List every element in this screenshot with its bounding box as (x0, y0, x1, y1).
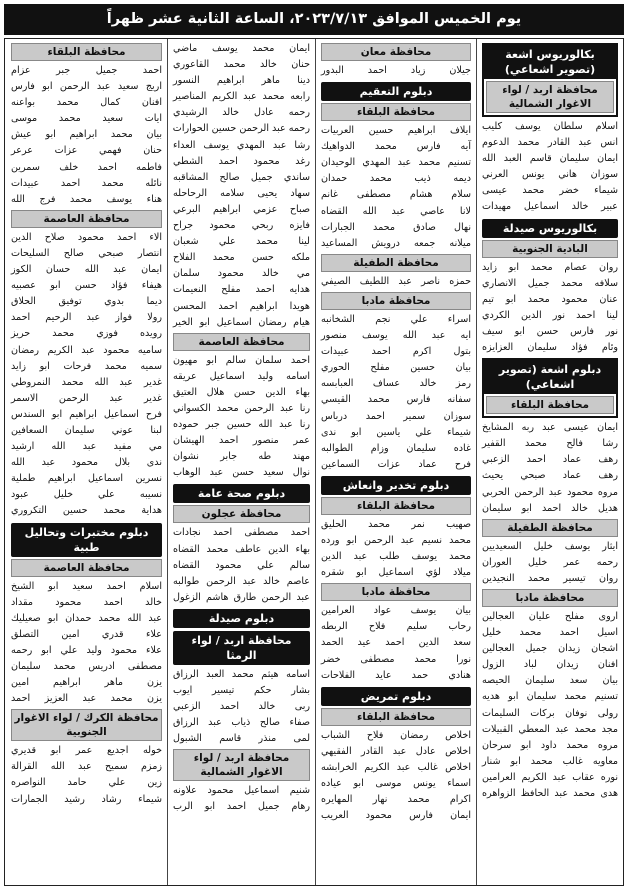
region-heading: محافظة الطفيلة (321, 254, 471, 272)
section-heading: بكالوريوس اشعة (تصوير اشعاعي) (484, 45, 616, 79)
candidate-name: عبد الله محمد حمدان ابو صعيليك (11, 612, 162, 624)
candidate-name: نسيبه علي خليل عبود (11, 489, 162, 501)
region-heading: محافظة اربد / لواء الاغوار الشمالية (173, 749, 310, 781)
candidate-name: رحمه عبد الرحمن حسين الحوارات (172, 123, 310, 135)
column-1 (476, 39, 623, 885)
columns-frame (4, 38, 624, 886)
candidate-name: وئام فؤاد سليمان العزايزه (482, 342, 618, 354)
candidate-name: هداية محمد حسين التكروري (11, 505, 162, 517)
candidate-name: فرح اسماعيل ابراهيم ابو السندس (11, 408, 162, 420)
candidate-name: شنيم اسماعيل محمود علاونه (173, 785, 310, 797)
candidate-name: سوزان هاني يونس العرني (482, 169, 618, 181)
candidate-name: سفانه فارس محمد القيسي (321, 394, 471, 406)
column-2 (315, 39, 476, 885)
candidate-name: ايمان عيسى عبد ربه المشايخ (482, 422, 618, 434)
candidate-name: رهف عماد صبحي يحيث (482, 470, 618, 482)
candidate-name: غدير عبد الله محمد النمروطي (11, 376, 162, 388)
candidate-name: هويدا ابراهيم احمد المحسن (173, 300, 310, 312)
region-heading: محافظة البلقاء (321, 497, 471, 515)
page-title: يوم الخميس الموافق ٢٠٢٣/٧/١٣، الساعة الثانية عشر ظهراً (4, 4, 624, 35)
section-box (482, 43, 618, 117)
candidate-name: شيماء علي ياسين ابو ندى (321, 426, 471, 438)
candidate-name: انتصار صبحي صالح السليحات (11, 247, 162, 259)
candidate-name: صفاء صالح ذياب عبد الرزاق (173, 717, 310, 729)
candidate-name: اخلاص عادل عبد القادر الفقيهي (321, 745, 471, 757)
candidate-name: مصطفى ادريس محمد سليمان (11, 661, 162, 672)
candidate-name: نهال صادق محمد الجبارات (321, 221, 471, 233)
candidate-name: اسلام سلطان يوسف كليب (482, 121, 618, 132)
region-heading: محافظة الطفيلة (482, 519, 618, 537)
candidate-name: اشجان زيدان جميل العجالين (482, 643, 618, 655)
candidate-name: بهاء الدين عاطف محمد القضاه (173, 543, 310, 555)
candidate-name: ميلاد لؤي اسماعيل ابو شقره (321, 567, 471, 579)
candidate-name: حمزه ناصر عبد اللطيف الصيفي (321, 275, 471, 287)
section-heading: دبلوم مختبرات وتحاليل طبية (11, 523, 162, 557)
candidate-name: يزن محمد عبد العزيز احمد (11, 693, 162, 705)
candidate-name: نوره عقاب عبد الكريم العرامين (482, 771, 618, 783)
candidate-name: عمر منصور احمد الهيشان (173, 435, 310, 447)
candidate-name: رويده فوزي محمد حريز (11, 328, 162, 340)
candidate-name: ايه عبد الله يوسف منصور (321, 330, 471, 342)
region-heading: محافظة البلقاء (321, 708, 471, 726)
candidate-name: فاطمه احمد خلف سمرين (11, 161, 162, 173)
candidate-name: لينا احمد نور الدين الكردي (482, 309, 618, 321)
candidate-name: ايات سعيد محمد موسى (11, 113, 162, 125)
candidate-name: رحمه عمر خليل العوران (482, 556, 618, 568)
candidate-name: مروه محمود عبد الرحمن الحربي (482, 486, 618, 498)
candidate-name: هنادي حمد عايد الفلاحات (321, 669, 471, 681)
candidate-name: ايمان فارس محمود العريب (321, 810, 471, 822)
candidate-name: ايمان سليمان قاسم العبد الله (482, 153, 618, 165)
candidate-name: شيماء رشاد رشيد الجمارات (11, 793, 162, 805)
region-heading: محافظة اربد / لواء الاغوار الشمالية (486, 81, 614, 113)
candidate-name: اروى مفلح عليان العجالين (482, 610, 618, 622)
candidate-name: غاده سليمان وزام الطوالبه (321, 442, 471, 454)
candidate-name: بشار حكم تيسير ايوب (173, 685, 310, 696)
candidate-name: بتول اكرم احمد عبيدات (321, 346, 471, 358)
candidate-name: خوله اجديع عمر ابو قديري (11, 745, 162, 757)
candidate-name: سلام هشام مصطفى غانم (321, 189, 471, 201)
candidate-name: احمد سلمان سالم ابو مهيون (173, 354, 310, 366)
candidate-name: هيفاء فؤاد حسن ابو عصبيه (11, 280, 162, 292)
region-heading: محافظة مادبا (321, 583, 471, 601)
candidate-name: رشا عبد المهدي يوسف العداء (173, 139, 310, 151)
candidate-name: اسلام احمد سعيد ابو الشيخ (11, 580, 162, 592)
candidate-name: خالد احمد محمود مقداد (11, 596, 162, 608)
candidate-name: اسامه وليد اسماعيل عريقه (173, 370, 310, 382)
candidate-name: دينا ماهر ابراهيم النسور (173, 75, 310, 87)
candidate-name: علاء قدري امين التصلق (11, 628, 162, 640)
candidate-name: تسنيم محمد سليمان ابو هديه (482, 691, 618, 703)
candidate-name: محمد نسيم عبد الرحمن ابو ورده (321, 534, 471, 546)
candidate-name: سوزان سمير احمد درباس (321, 410, 471, 422)
region-heading: محافظة العاصمة (11, 210, 162, 228)
candidate-name: عنان محمود محمد ابو تيم (482, 293, 618, 305)
candidate-name: ايمان عبد الله حسان الكوز (11, 264, 162, 276)
section-heading: دبلوم تخدير وانعاش (321, 476, 471, 495)
candidate-name: مروه محمد داود ابو سرحان (482, 739, 618, 751)
region-heading: محافظة الكرك / لواء الاغوار الجنوبية (11, 709, 162, 741)
candidate-name: ربى خالد احمد الزعبي (173, 701, 310, 713)
candidate-name: فايزه ربحي محمود جراح (173, 220, 310, 232)
candidate-name: رحمه عادل خالد الرشيدي (173, 107, 310, 119)
region-heading: محافظة البلقاء (11, 43, 162, 61)
candidate-name: هناء يوسف محمد فرج الله (11, 193, 162, 205)
candidate-name: لبنا عوني سليمان السعافين (11, 424, 162, 436)
candidate-name: نائله محمد احمد عبيدات (11, 177, 162, 189)
region-heading: محافظة مادبا (482, 589, 618, 607)
candidate-name: رغد محمود احمد الشطي (173, 155, 310, 167)
candidate-name: حنان فهمي عزات عرعر (11, 145, 162, 157)
candidate-name: مي مفيد عبد الله ارشيد (11, 441, 162, 453)
candidate-name: سلافه محمد جميل الانصاري (482, 277, 618, 289)
candidate-name: ملكه حسن محمد الفلاح (173, 252, 310, 264)
section-heading: دبلوم اشعة (تصوير اشعاعي) (484, 360, 616, 394)
candidate-name: حنان خالد محمد القاعوري (173, 59, 310, 71)
candidate-name: اكرام محمد نهار المهايره (321, 794, 471, 806)
candidate-name: لمى منذر قاسم الشبول (173, 733, 310, 745)
section-heading: دبلوم تمريض (321, 687, 471, 706)
candidate-name: اسراء علي نجم الشخانبه (321, 313, 471, 325)
region-heading: البادية الجنوبية (482, 240, 618, 258)
candidate-name: ديمه ذيب محمد حمدان (321, 173, 471, 185)
candidate-name: رنا عبد الله حسين جبر حموده (173, 419, 310, 431)
region-heading: محافظة البلقاء (321, 103, 471, 121)
candidate-name: سالم علي محمود القضاه (173, 559, 310, 571)
candidate-name: اريج سعيد عبد الرحمن ابو فارس (11, 81, 162, 93)
region-heading: محافظة معان (321, 43, 471, 61)
candidate-name: روان عصام محمد ابو زايد (482, 261, 618, 273)
candidate-name: رشا فالح محمد القفير (482, 438, 618, 450)
candidate-name: اخلاص غالب عبد الكريم الخرابشه (321, 761, 471, 773)
section-heading: دبلوم التعقيم (321, 82, 471, 101)
candidate-name: علاء محمود وليد علي ابو رحمه (11, 644, 162, 656)
candidate-name: روان تيسير محمد النجيدين (482, 572, 618, 584)
candidate-name: بهاء الدين حسن هلال العتيق (173, 386, 310, 398)
region-heading: محافظة العاصمة (11, 559, 162, 577)
candidate-name: افنان زيدان لباد الزول (482, 659, 618, 671)
section-heading: دبلوم صحة عامة (173, 484, 310, 503)
candidate-name: اسماء يونس موسى ابو عياده (321, 778, 471, 789)
candidate-name: لينا محمد علي شعبان (173, 236, 310, 248)
candidate-name: يزن ماهر ابراهيم امين (11, 677, 162, 689)
candidate-name: احمد مصطفى احمد نجادات (173, 527, 310, 539)
candidate-name: مجد محمد عبد المعطي القبيلات (482, 723, 618, 735)
candidate-name: نسرين اسماعيل ابراهيم طملية (11, 473, 162, 485)
candidate-name: الاء احمد محمود صلاح الدين (11, 231, 162, 243)
candidate-name: نور فارس حسن ابو سيف (482, 325, 618, 337)
candidate-name: سميه محمد فرحات ابو زايد (11, 360, 162, 372)
candidate-name: رهف عماد احمد الزعبي (482, 454, 618, 466)
candidate-name: معاويه غالب محمد ابو شنار (482, 755, 618, 767)
candidate-name: بيان حسين مفلح الحوري (321, 362, 471, 374)
candidate-name: ندى بلال محمود عبد الله (11, 457, 162, 469)
candidate-name: رهام جميل احمد ابو الرب (173, 801, 310, 813)
candidate-name: عبير خالد اسماعيل مهيدات (482, 201, 618, 213)
candidate-name: انس عبد القادر محمد الدعوم (482, 137, 618, 149)
region-heading: محافظة العاصمة (173, 333, 310, 351)
region-heading: محافظة البلقاء (486, 396, 614, 414)
candidate-name: فرح عماد عزات السماعين (321, 458, 471, 470)
candidate-name: اسامه هيثم محمد العبد الرزاق (173, 668, 310, 680)
candidate-name: اسيل احمد محمد خليل (482, 627, 618, 639)
candidate-name: هيام رمضان اسماعيل ابو الخير (173, 316, 310, 328)
candidate-name: تسنيم محمد عبد المهدي الوحيدان (321, 157, 471, 169)
section-box (482, 358, 618, 418)
candidate-name: رنا عبد الرحمن محمد الكسواني (173, 402, 310, 414)
candidate-name: عبد الرحمن طارق هاشم الزغول (173, 591, 310, 603)
candidate-name: هديل خالد احمد ابو سليمان (482, 502, 618, 514)
candidate-name: رولى نوفان بركات السليمات (482, 707, 618, 719)
section-heading: بكالوريوس صيدلة (482, 219, 618, 238)
candidate-name: صهيب نمر محمد الحليق (321, 518, 471, 530)
candidate-name: نورا محمد مصطفى خضر (321, 653, 471, 665)
column-3 (167, 39, 315, 885)
candidate-name: مي خالد محمود سلمان (173, 268, 310, 280)
candidate-name: رابعه محمد عبد الكريم المناصير (173, 91, 310, 103)
candidate-name: رولا فواز عبد الرحيم احمد (11, 312, 162, 324)
candidate-name: لانا عاصي عبد الله القضاه (321, 205, 471, 217)
candidate-name: احمد جميل جبر عزام (11, 65, 162, 76)
candidate-name: محمد يوسف طلب عبد الدين (321, 551, 471, 563)
candidate-name: زمزم سميح عبد الله القرالة (11, 761, 162, 773)
candidate-name: عاصم خالد عبد الرحمن طوالبه (173, 575, 310, 587)
candidate-name: صباح عزمي ابراهيم البرعي (173, 203, 310, 215)
candidate-name: ميلانه جمعه درويش المساعيد (321, 237, 471, 249)
candidate-name: ايمان محمد يوسف ماضي (173, 43, 310, 54)
candidate-name: شيماء خضر محمد عيسى (482, 185, 618, 197)
candidate-name: سعد الدين احمد عيد الحمد (321, 637, 471, 649)
candidate-name: ايلاف ابراهيم حسين العربيات (321, 125, 471, 137)
candidate-name: نوال سعيد حسن عبد الوهاب (173, 467, 310, 479)
candidate-name: غدير عبد الرحمن الاسمر (11, 392, 162, 404)
candidate-name: افنان كمال محمد بواعنه (11, 97, 162, 109)
section-heading: دبلوم صيدلة (173, 609, 310, 628)
candidate-name: بيان محمد ابراهيم ابو عيش (11, 129, 162, 141)
candidate-name: هدى محمد عبد الحافظ الزواهره (482, 788, 618, 799)
candidate-name: هدايه احمد مفلح النعيمات (173, 284, 310, 296)
candidate-name: بيان سعد سليمان الحيصه (482, 675, 618, 687)
section-heading: محافظة اربد / لواء الرمثا (173, 631, 310, 665)
candidate-name: ايثار يوسف خليل السعيديين (482, 540, 618, 552)
candidate-name: ساميه محمود عبد الكريم رمضان (11, 344, 162, 356)
candidate-name: اخلاص رمضان فلاح الشباب (321, 729, 471, 741)
candidate-name: ساندي جميل صالح المشاقبه (173, 171, 310, 183)
candidate-name: بيان يوسف عواد العرامين (321, 605, 471, 617)
region-heading: محافظة مادبا (321, 292, 471, 310)
candidate-name: ديما بدوي توفيق الحلاق (11, 296, 162, 308)
candidate-name: زين علي حامد النواصره (11, 777, 162, 789)
candidate-name: سهاد يحيى سلامه الرحاحله (173, 187, 310, 199)
candidate-name: رحاب سليم فلاح الربطه (321, 621, 471, 633)
candidate-name: جيلان زياد احمد البدور (321, 65, 471, 76)
region-heading: محافظة عجلون (173, 505, 310, 523)
candidate-name: مهند طه جابر نشوان (173, 451, 310, 463)
column-4 (6, 39, 167, 885)
candidate-name: آيه فارس محمد الدواهيك (321, 141, 471, 153)
candidate-name: رمز خالد عساف العبابسه (321, 378, 471, 390)
